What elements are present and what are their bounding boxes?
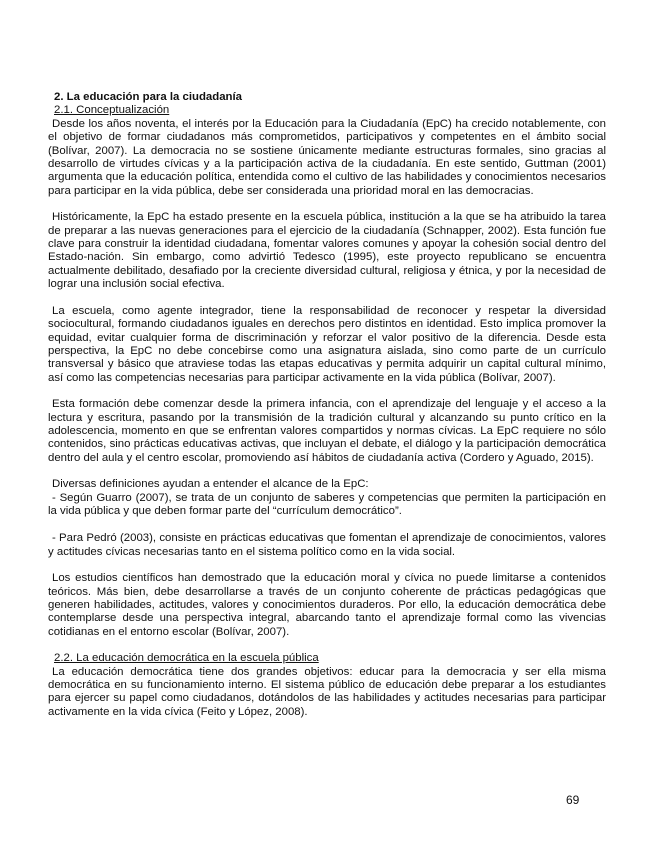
- subsection-heading-conceptualizacion: 2.1. Conceptualización: [54, 104, 170, 117]
- definition-pedro: - Para Pedró (2003), consiste en prácticas educativas que fomentan el aprendizaje de conocimientos, valores y actitudes cívicas necesarias tanto en el sistema político como en la vida social.: [48, 532, 606, 558]
- paragraph-intro: Desde los años noventa, el interés por la Educación para la Ciudadanía (EpC) ha crecido notablemente, con el objetivo de formar ciudadanos más comprometidos, participativos y competentes en el ámbito social (Bolívar, 2007). La democracia no se sostiene únicamente mediante estructuras formales, sino gracias al desarrollo de virtudes cívicas y a la participación activa de la ciudadanía. En este sentido, Guttman (2001) argumenta que la educación política, entendida como el cultivo de las habilidades y conocimientos necesarios para participar en la vida pública, debe ser considerada una prioridad moral en las democracias.: [48, 117, 606, 197]
- paragraph-educacion-democratica: La educación democrática tiene dos grandes objetivos: educar para la democracia y ser ella misma democrática en su funcionamiento interno. El sistema público de educación debe preparar a los estudiantes para ejercer su papel como ciudadanos, dotándolos de las habilidades y actitudes necesarias para participar activamente en la vida cívica (Feito y López, 2008).: [48, 665, 606, 718]
- section-heading: 2. La educación para la ciudadanía: [54, 91, 243, 103]
- definitions-intro: Diversas definiciones ayudan a entender el alcance de la EpC:: [52, 478, 369, 491]
- paragraph-formacion: Esta formación debe comenzar desde la primera infancia, con el aprendizaje del lenguaje y el acceso a la lectura y escritura, pasando por la transmisión de la tradición cultural y alcanzando su punto crítico en la adolescencia, momento en que se enfrentan valores compartidos y normas cívicas. La EpC requiere no sólo contenidos, sino prácticas educativas activas, que incluyan el debate, el diálogo y la participación democrática dentro del aula y el centro escolar, promoviendo así hábitos de ciudadanía activa (Cordero y Aguado, 2015).: [48, 398, 606, 464]
- subsection-heading-educacion-democratica: 2.2. La educación democrática en la escuela pública: [54, 652, 319, 665]
- paragraph-estudios: Los estudios científicos han demostrado que la educación moral y cívica no puede limitarse a contenidos teóricos. Más bien, debe desarrollarse a través de un conjunto coherente de prácticas pedagógicas que generen habilidades, actitudes, valores y conocimientos duraderos. Por ello, la educación democrática debe contemplarse desde una perspectiva integral, abarcando tanto el aprendizaje formal como las vivencias cotidianas en el entorno escolar (Bolívar, 2007).: [48, 572, 606, 638]
- page-number: 69: [566, 793, 580, 807]
- paragraph-escuela: La escuela, como agente integrador, tiene la responsabilidad de reconocer y respetar la diversidad sociocultural, formando ciudadanos iguales en derechos pero distintos en identidad. Esto implica promover la equidad, evitar cualquier forma de discriminación y reforzar el valor positivo de la diferencia. Desde esta perspectiva, la EpC no debe concebirse como una asignatura aislada, sino como parte de un currículo transversal y básico que atraviese todas las etapas educativas y permita adquirir un capital cultural mínimo, así como las competencias necesarias para participar activamente en la vida pública (Bolívar, 2007).: [48, 304, 606, 384]
- definition-guarro: - Según Guarro (2007), se trata de un conjunto de saberes y competencias que permiten la participación en la vida pública y que deben formar parte del “currículum democrático”.: [48, 491, 606, 517]
- paragraph-historicamente: Históricamente, la EpC ha estado presente en la escuela pública, institución a la que se ha atribuido la tarea de preparar a las nuevas generaciones para el ejercicio de la ciudadanía (Schnapper, 2002). Esta función fue clave para construir la identidad ciudadana, fomentar valores comunes y apoyar la cohesión social dentro del Estado-nación. Sin embargo, como advirtió Tedesco (1995), este proyecto republicano se encuentra actualmente debilitado, desafiado por la creciente diversidad cultural, religiosa y étnica, y por la necesidad de lograr una inclusión social efectiva.: [48, 211, 606, 291]
- page-content: [48, 91, 606, 719]
